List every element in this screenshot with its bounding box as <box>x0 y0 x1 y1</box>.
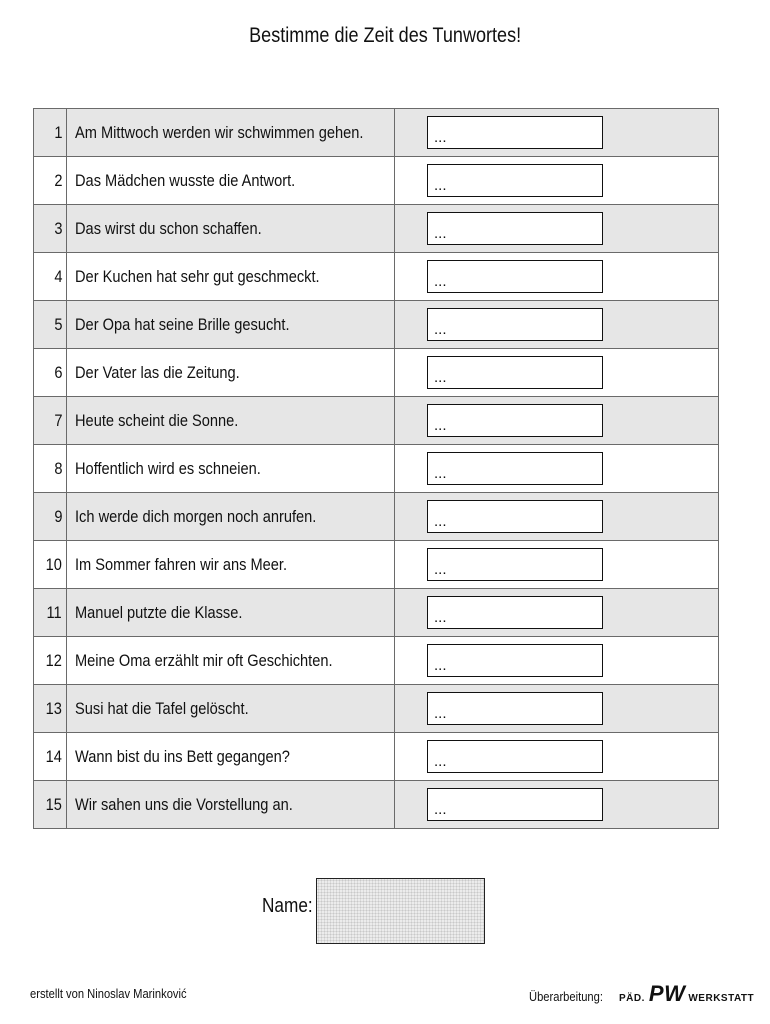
table-row <box>34 445 719 493</box>
row-number: 8 <box>53 458 62 478</box>
table-row <box>34 205 719 253</box>
row-number-cell <box>34 589 67 637</box>
sentence-text: Heute scheint die Sonne. <box>75 410 239 430</box>
sentence-text: Susi hat die Tafel gelöscht. <box>75 698 249 718</box>
answer-field[interactable]: ... <box>427 116 603 149</box>
answer-cell <box>395 253 719 301</box>
sentence-text: Ich werde dich morgen noch anrufen. <box>75 506 317 526</box>
name-label-text: Name: <box>262 895 313 917</box>
table-row <box>34 733 719 781</box>
logo-prefix: PÄD. <box>619 993 645 1004</box>
row-number: 6 <box>53 362 62 382</box>
row-number: 13 <box>45 698 62 718</box>
sentence-cell <box>67 637 395 685</box>
table-row <box>34 685 719 733</box>
sentence-cell <box>67 109 395 157</box>
sentence-text: Meine Oma erzählt mir oft Geschichten. <box>75 650 333 670</box>
row-number: 9 <box>53 506 62 526</box>
sentence-text: Am Mittwoch werden wir schwimmen gehen. <box>75 122 364 142</box>
row-number-cell <box>34 157 67 205</box>
row-number: 11 <box>46 602 62 622</box>
sentence-cell <box>67 781 395 829</box>
answer-cell <box>395 589 719 637</box>
row-number: 3 <box>53 218 62 238</box>
answer-cell <box>395 301 719 349</box>
sentence-text: Im Sommer fahren wir ans Meer. <box>75 554 288 574</box>
sentence-text: Das Mädchen wusste die Antwort. <box>75 170 296 190</box>
answer-cell <box>395 637 719 685</box>
table-row <box>34 637 719 685</box>
sentence-cell <box>67 157 395 205</box>
table-row <box>34 349 719 397</box>
answer-field[interactable]: ... <box>427 260 603 293</box>
exercise-table <box>33 108 719 829</box>
answer-cell <box>395 541 719 589</box>
sentence-text: Der Opa hat seine Brille gesucht. <box>75 314 290 334</box>
row-number-cell <box>34 253 67 301</box>
row-number-cell <box>34 349 67 397</box>
answer-field[interactable]: ... <box>427 308 603 341</box>
footer-credit <box>30 986 212 1001</box>
answer-cell <box>395 781 719 829</box>
answer-cell <box>395 685 719 733</box>
answer-field[interactable]: ... <box>427 740 603 773</box>
table-row <box>34 397 719 445</box>
exercise-table-body <box>34 109 719 829</box>
answer-field[interactable]: ... <box>427 692 603 725</box>
row-number-cell <box>34 205 67 253</box>
table-row <box>34 157 719 205</box>
table-row <box>34 781 719 829</box>
answer-field[interactable]: ... <box>427 548 603 581</box>
answer-field[interactable]: ... <box>427 164 603 197</box>
row-number-cell <box>34 397 67 445</box>
answer-field[interactable]: ... <box>427 452 603 485</box>
sentence-cell <box>67 445 395 493</box>
row-number: 10 <box>45 554 62 574</box>
answer-field[interactable]: ... <box>427 212 603 245</box>
row-number: 2 <box>53 170 62 190</box>
row-number-cell <box>34 109 67 157</box>
name-label <box>262 895 321 918</box>
row-number-cell <box>34 493 67 541</box>
werkstatt-logo <box>619 981 755 1006</box>
footer-revision <box>529 982 754 1004</box>
answer-field[interactable]: ... <box>427 356 603 389</box>
table-row <box>34 253 719 301</box>
answer-cell <box>395 397 719 445</box>
row-number-cell <box>34 445 67 493</box>
sentence-cell <box>67 253 395 301</box>
answer-field[interactable]: ... <box>427 500 603 533</box>
sentence-text: Wann bist du ins Bett gegangen? <box>75 746 290 766</box>
answer-cell <box>395 493 719 541</box>
answer-field[interactable]: ... <box>427 788 603 821</box>
sentence-text: Hoffentlich wird es schneien. <box>75 458 261 478</box>
answer-cell <box>395 205 719 253</box>
row-number-cell <box>34 781 67 829</box>
name-field[interactable] <box>316 878 485 944</box>
row-number-cell <box>34 637 67 685</box>
sentence-cell <box>67 301 395 349</box>
sentence-text: Wir sahen uns die Vorstellung an. <box>75 794 293 814</box>
table-row <box>34 541 719 589</box>
table-row <box>34 301 719 349</box>
sentence-cell <box>67 733 395 781</box>
row-number: 12 <box>45 650 62 670</box>
page-title-text: Bestimme die Zeit des Tunwortes! <box>248 24 521 47</box>
sentence-cell <box>67 589 395 637</box>
page-title <box>0 24 770 48</box>
sentence-cell <box>67 349 395 397</box>
footer-credit-text: erstellt von Ninoslav Marinković <box>30 986 187 1001</box>
sentence-cell <box>67 493 395 541</box>
answer-field[interactable]: ... <box>427 596 603 629</box>
answer-cell <box>395 733 719 781</box>
answer-cell <box>395 109 719 157</box>
logo-mark: PW <box>648 981 686 1006</box>
answer-cell <box>395 445 719 493</box>
row-number: 4 <box>53 266 62 286</box>
answer-field[interactable]: ... <box>427 404 603 437</box>
row-number: 5 <box>53 314 62 334</box>
sentence-cell <box>67 541 395 589</box>
table-row <box>34 493 719 541</box>
row-number: 7 <box>53 410 62 430</box>
row-number-cell <box>34 685 67 733</box>
sentence-text: Der Vater las die Zeitung. <box>75 362 240 382</box>
logo-suffix: WERKSTATT <box>688 993 755 1004</box>
row-number-cell <box>34 301 67 349</box>
table-row <box>34 589 719 637</box>
sentence-text: Das wirst du schon schaffen. <box>75 218 262 238</box>
row-number-cell <box>34 733 67 781</box>
row-number: 15 <box>45 794 62 814</box>
answer-cell <box>395 349 719 397</box>
sentence-cell <box>67 685 395 733</box>
table-row <box>34 109 719 157</box>
sentence-text: Manuel putzte die Klasse. <box>75 602 243 622</box>
answer-field[interactable]: ... <box>427 644 603 677</box>
sentence-cell <box>67 205 395 253</box>
row-number-cell <box>34 541 67 589</box>
sentence-text: Der Kuchen hat sehr gut geschmeckt. <box>75 266 320 286</box>
answer-cell <box>395 157 719 205</box>
revision-label: Überarbeitung: <box>529 989 603 1004</box>
row-number: 14 <box>45 746 62 766</box>
row-number: 1 <box>53 122 62 142</box>
sentence-cell <box>67 397 395 445</box>
